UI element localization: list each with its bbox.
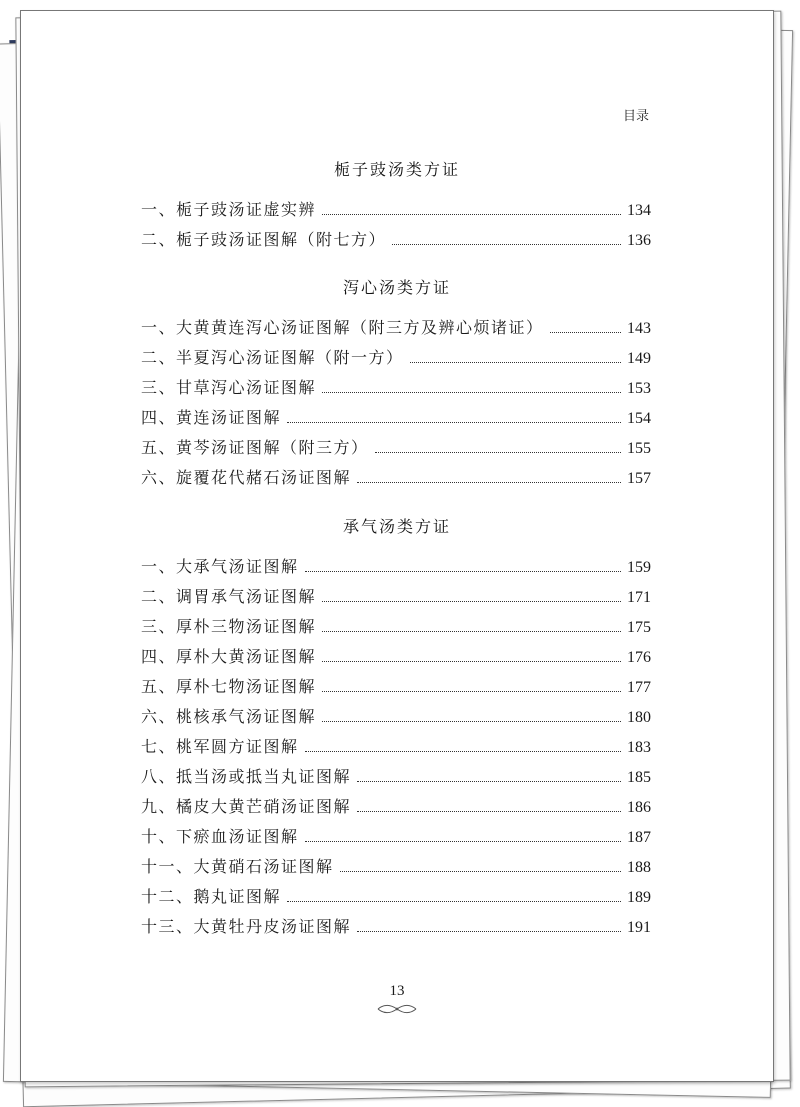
toc-entry-page: 154 xyxy=(627,410,651,427)
toc-entry[interactable] xyxy=(141,704,651,734)
toc-entry-label: 二、调胃承气汤证图解 xyxy=(141,587,317,606)
toc-entry-page: 191 xyxy=(627,919,651,936)
toc-entry-label: 十、下瘀血汤证图解 xyxy=(141,827,299,846)
toc-entry-page: 177 xyxy=(627,679,651,696)
scroll-flourish-icon xyxy=(376,1003,418,1015)
toc-entry-page: 176 xyxy=(627,649,651,666)
toc-entry-label: 十二、鹅丸证图解 xyxy=(141,887,282,906)
toc-entry-label: 三、厚朴三物汤证图解 xyxy=(141,617,317,636)
toc-entry-page: 155 xyxy=(627,440,651,457)
page-number: 13 xyxy=(389,983,405,999)
section-title: 承气汤类方证 xyxy=(342,517,451,536)
toc-entry-label: 八、抵当汤或抵当丸证图解 xyxy=(141,767,352,786)
toc-entry-label: 二、半夏泻心汤证图解（附一方） xyxy=(141,348,404,367)
toc-entry-label: 十一、大黄硝石汤证图解 xyxy=(141,857,334,876)
dot-leader xyxy=(322,720,621,722)
toc-entry-page: 157 xyxy=(627,470,651,487)
dot-leader xyxy=(322,213,621,215)
dot-leader xyxy=(322,630,621,632)
toc-entry[interactable] xyxy=(141,435,651,465)
dot-leader xyxy=(305,750,621,752)
toc-entry-page: 134 xyxy=(627,202,651,219)
dot-leader xyxy=(322,660,621,662)
toc-entry-page: 185 xyxy=(627,769,651,786)
section-title: 泻心汤类方证 xyxy=(342,278,451,297)
toc-entry-page: 175 xyxy=(627,619,651,636)
toc-entry[interactable] xyxy=(141,465,651,495)
dot-leader xyxy=(305,840,621,842)
toc-entry-page: 187 xyxy=(627,829,651,846)
toc-entry-label: 三、甘草泻心汤证图解 xyxy=(141,378,317,397)
dot-leader xyxy=(322,391,621,393)
toc-entry-label: 五、黄芩汤证图解（附三方） xyxy=(141,438,369,457)
toc-entry-page: 188 xyxy=(627,859,651,876)
toc-entry[interactable] xyxy=(141,345,651,375)
toc-entry[interactable] xyxy=(141,584,651,614)
toc-entry-label: 五、厚朴七物汤证图解 xyxy=(141,677,317,696)
toc-entry[interactable] xyxy=(141,315,651,345)
toc-entry[interactable] xyxy=(141,197,651,227)
running-header: 目录 xyxy=(622,109,649,124)
toc-entry-page: 136 xyxy=(627,232,651,249)
toc-entry-label: 七、桃军圆方证图解 xyxy=(141,737,299,756)
toc-entry-label: 六、旋覆花代赭石汤证图解 xyxy=(141,468,352,487)
toc-list xyxy=(141,197,651,257)
toc-entry[interactable] xyxy=(141,734,651,764)
toc-entry[interactable] xyxy=(141,614,651,644)
toc-entry-page: 153 xyxy=(627,380,651,397)
toc-entry[interactable] xyxy=(141,644,651,674)
toc-entry[interactable] xyxy=(141,854,651,884)
dot-leader xyxy=(357,810,621,812)
dot-leader xyxy=(357,780,621,782)
toc-entry-label: 十三、大黄牡丹皮汤证图解 xyxy=(141,917,352,936)
toc-entry-page: 171 xyxy=(627,589,651,606)
toc-entry-page: 183 xyxy=(627,739,651,756)
dot-leader xyxy=(392,243,621,245)
dot-leader xyxy=(322,690,621,692)
toc-entry[interactable] xyxy=(141,884,651,914)
dot-leader xyxy=(340,870,621,872)
toc-entry[interactable] xyxy=(141,227,651,257)
toc-list xyxy=(141,315,651,495)
toc-entry-page: 143 xyxy=(627,320,651,337)
dot-leader xyxy=(357,481,621,483)
dot-leader xyxy=(305,570,621,572)
dot-leader xyxy=(322,600,621,602)
toc-entry[interactable] xyxy=(141,794,651,824)
toc-entry-page: 186 xyxy=(627,799,651,816)
toc-entry-label: 四、厚朴大黄汤证图解 xyxy=(141,647,317,666)
dot-leader xyxy=(410,361,621,363)
toc-entry[interactable] xyxy=(141,914,651,944)
toc-entry-page: 149 xyxy=(627,350,651,367)
toc-entry[interactable] xyxy=(141,764,651,794)
toc-entry-label: 六、桃核承气汤证图解 xyxy=(141,707,317,726)
dot-leader xyxy=(375,451,621,453)
toc-entry[interactable] xyxy=(141,375,651,405)
toc-entry-label: 一、栀子豉汤证虚实辨 xyxy=(141,200,317,219)
toc-entry-label: 一、大承气汤证图解 xyxy=(141,557,299,576)
section-title: 栀子豉汤类方证 xyxy=(333,160,460,179)
toc-entry[interactable] xyxy=(141,554,651,584)
toc-entry[interactable] xyxy=(141,405,651,435)
toc-entry-page: 159 xyxy=(627,559,651,576)
toc-entry-label: 一、大黄黄连泻心汤证图解（附三方及辨心烦诸证） xyxy=(141,318,544,337)
toc-entry-label: 四、黄连汤证图解 xyxy=(141,408,282,427)
toc-list xyxy=(141,554,651,944)
toc-entry-page: 189 xyxy=(627,889,651,906)
toc-entry-label: 九、橘皮大黄芒硝汤证图解 xyxy=(141,797,352,816)
dot-leader xyxy=(357,930,621,932)
dot-leader xyxy=(550,331,621,333)
toc-page xyxy=(20,10,774,1082)
toc-entry[interactable] xyxy=(141,824,651,854)
toc-entry[interactable] xyxy=(141,674,651,704)
dot-leader xyxy=(287,900,621,902)
dot-leader xyxy=(287,421,621,423)
toc-entry-page: 180 xyxy=(627,709,651,726)
toc-entry-label: 二、栀子豉汤证图解（附七方） xyxy=(141,230,387,249)
